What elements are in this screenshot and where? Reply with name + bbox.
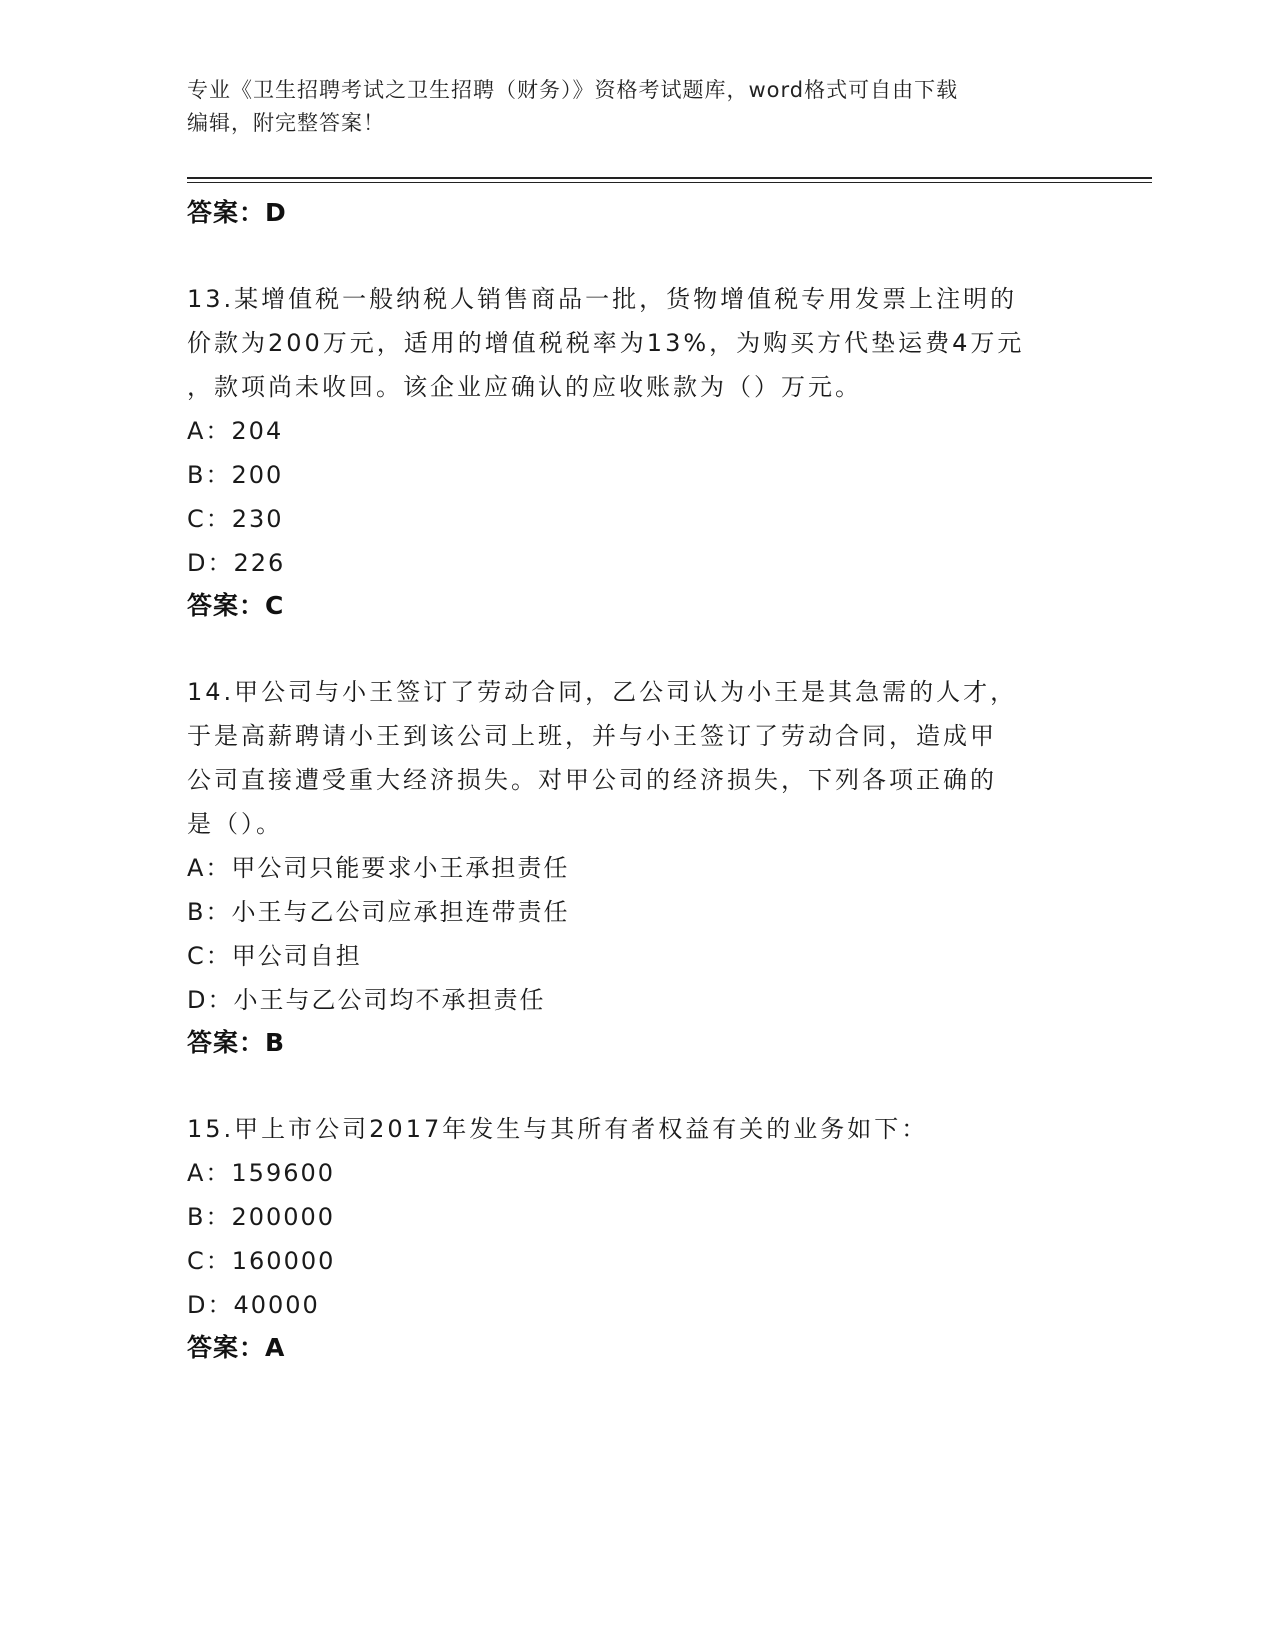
question-14-option-c: C：甲公司自担	[187, 942, 362, 970]
question-14-line-4: 是（）。	[187, 810, 283, 838]
question-13-line-3: ，款项尚未收回。该企业应确认的应收账款为（）万元。	[187, 373, 862, 401]
question-15-option-c: C：160000	[187, 1247, 336, 1275]
question-13-line-1: 13.某增值税一般纳税人销售商品一批，货物增值税专用发票上注明的	[187, 285, 1018, 313]
question-13-line-2: 价款为200万元，适用的增值税税率为13%，为购买方代垫运费4万元	[187, 329, 1025, 357]
question-15-option-a: A：159600	[187, 1159, 336, 1187]
header-divider-thick	[187, 177, 1152, 179]
question-14-line-1: 14.甲公司与小王签订了劳动合同，乙公司认为小王是其急需的人才，	[187, 678, 1018, 706]
question-14-line-3: 公司直接遭受重大经济损失。对甲公司的经济损失，下列各项正确的	[187, 766, 997, 794]
question-14-option-a: A：甲公司只能要求小王承担责任	[187, 854, 570, 882]
question-15-answer: 答案：A	[187, 1333, 286, 1362]
question-15-line-1: 15.甲上市公司2017年发生与其所有者权益有关的业务如下：	[187, 1115, 929, 1143]
question-14-option-b: B：小王与乙公司应承担连带责任	[187, 898, 570, 926]
header-line-2: 编辑，附完整答案！	[187, 111, 385, 135]
question-14-answer: 答案：B	[187, 1028, 286, 1057]
previous-answer: 答案：D	[187, 198, 287, 227]
question-13-option-c: C：230	[187, 505, 284, 533]
question-14-line-2: 于是高薪聘请小王到该公司上班，并与小王签订了劳动合同，造成甲	[187, 722, 997, 750]
question-13-option-b: B：200	[187, 461, 284, 489]
question-13-option-d: D：226	[187, 549, 286, 577]
question-15-option-b: B：200000	[187, 1203, 336, 1231]
question-14-option-d: D：小王与乙公司均不承担责任	[187, 986, 546, 1014]
question-13-option-a: A：204	[187, 417, 284, 445]
question-13-answer: 答案：C	[187, 591, 285, 620]
header-divider-thin	[187, 182, 1152, 183]
question-15-option-d: D：40000	[187, 1291, 320, 1319]
header-line-1: 专业《卫生招聘考试之卫生招聘（财务）》资格考试题库，word格式可自由下载	[187, 78, 959, 102]
document-header	[187, 74, 1067, 140]
